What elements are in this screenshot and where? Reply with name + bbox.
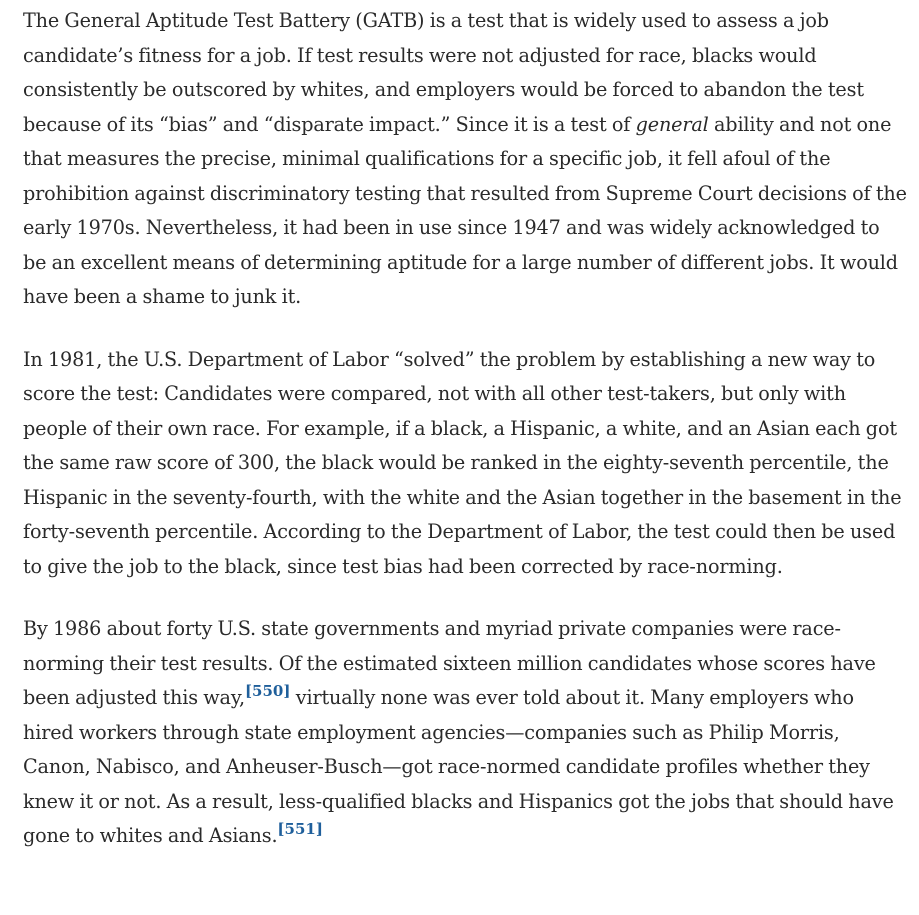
- paragraph-text: By 1986 about forty U.S. state governments and myriad private companies were race-norming their test results. Of the estimated sixteen million candidates whose scores have been adjusted this way,: [23, 617, 876, 709]
- paragraph-text-continued: ability and not one that measures the precise, minimal qualifications for a specific job, it fell afoul of the prohibition against discriminatory testing that resulted from Supreme Court decisions of the early 1970s. Nevertheless, it had been in use since 1947 and was widely acknowledged to be an excellent means of determining aptitude for a large number of different jobs. It would have been a shame to junk it.: [23, 112, 907, 308]
- paragraph-state-governments: [23, 612, 908, 854]
- paragraph-gatb-intro: [23, 4, 908, 315]
- article-body: [23, 4, 908, 882]
- footnote-link-550[interactable]: [550]: [244, 682, 291, 700]
- emphasis-general: general: [635, 112, 709, 136]
- footnote-link-551[interactable]: [551]: [277, 820, 323, 838]
- paragraph-text: In 1981, the U.S. Department of Labor “solved” the problem by establishing a new way to score the test: Candidates were compared, not with all other test-takers, but only with people of their own race. For example, if a black, a Hispanic, a white, and an Asian each got the same raw score of 300, the black would be ranked in the eighty-seventh percentile, the Hispanic in the seventy-fourth, with the white and the Asian together in the basement in the forty-seventh percentile. According to the Department of Labor, the test could then be used to give the job to the black, since test bias had been corrected by race-norming.: [23, 347, 902, 578]
- paragraph-text: The General Aptitude Test Battery (GATB) is a test that is widely used to assess a job candidate’s fitness for a job. If test results were not adjusted for race, blacks would consistently be outscored by whites, and employers would be forced to abandon the test because of its “bias” and “disparate impact.” Since it is a test of: [23, 9, 864, 136]
- paragraph-text-continued: virtually none was ever told about it. Many employers who hired workers through state employment agencies—companies such as Philip Morris, Canon, Nabisco, and Anheuser-Busch—got race-normed candidate profiles whether they knew it or not. As a result, less-qualified blacks and Hispanics got the jobs that should have gone to whites and Asians.: [23, 686, 894, 847]
- paragraph-race-norming: [23, 343, 908, 585]
